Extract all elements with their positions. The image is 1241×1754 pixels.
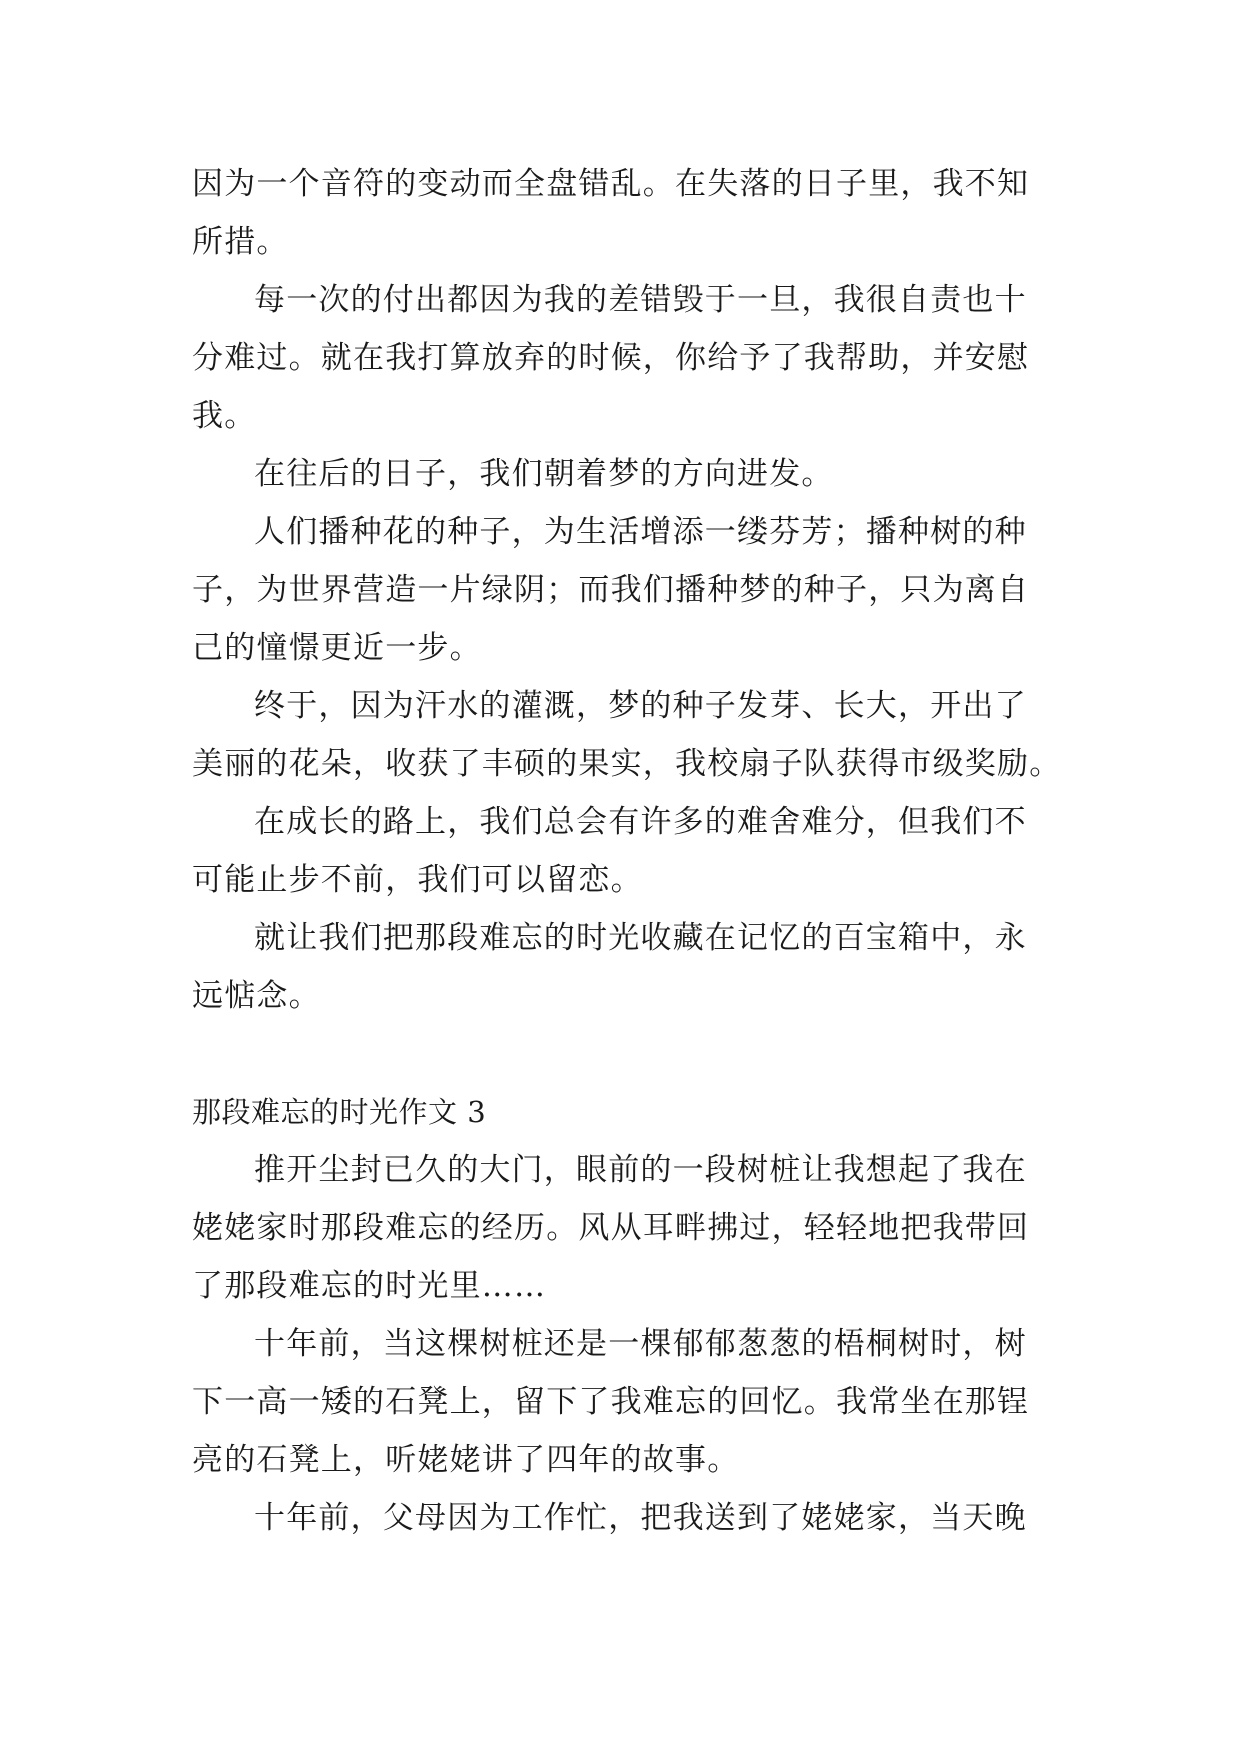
paragraph-line: 己的憧憬更近一步。 xyxy=(192,630,482,666)
paragraph-line: 终于，因为汗水的灌溉，梦的种子发芽、长大，开出了 xyxy=(254,688,1027,724)
paragraph-line: 我。 xyxy=(192,398,257,434)
paragraph-line: 下一高一矮的石凳上，留下了我难忘的回忆。我常坐在那锃 xyxy=(192,1384,1030,1420)
paragraph-line: 在成长的路上，我们总会有许多的难舍难分，但我们不 xyxy=(254,804,1027,840)
paragraph-line: 远惦念。 xyxy=(192,978,321,1014)
paragraph-line: 每一次的付出都因为我的差错毁于一旦，我很自责也十 xyxy=(254,282,1027,318)
paragraph-line: 推开尘封已久的大门，眼前的一段树桩让我想起了我在 xyxy=(254,1152,1027,1188)
paragraph-line: 所措。 xyxy=(192,224,289,260)
paragraph-line: 十年前，父母因为工作忙，把我送到了姥姥家，当天晚 xyxy=(254,1500,1027,1536)
section-title: 那段难忘的时光作文 3 xyxy=(192,1095,487,1129)
paragraph-line: 人们播种花的种子，为生活增添一缕芬芳；播种树的种 xyxy=(254,514,1027,550)
paragraph-line: 美丽的花朵，收获了丰硕的果实，我校扇子队获得市级奖励。 xyxy=(192,746,1062,782)
paragraph-line: 姥姥家时那段难忘的经历。风从耳畔拂过，轻轻地把我带回 xyxy=(192,1210,1030,1246)
paragraph-line: 十年前，当这棵树桩还是一棵郁郁葱葱的梧桐树时，树 xyxy=(254,1326,1027,1362)
paragraph-line: 分难过。就在我打算放弃的时候，你给予了我帮助，并安慰 xyxy=(192,340,1030,376)
paragraph-line: 在往后的日子，我们朝着梦的方向进发。 xyxy=(254,456,834,492)
paragraph-line: 了那段难忘的时光里…… xyxy=(192,1268,547,1304)
paragraph-line: 因为一个音符的变动而全盘错乱。在失落的日子里，我不知 xyxy=(192,166,1030,202)
paragraph-line: 就让我们把那段难忘的时光收藏在记忆的百宝箱中，永 xyxy=(254,920,1027,956)
paragraph-line: 亮的石凳上，听姥姥讲了四年的故事。 xyxy=(192,1442,740,1478)
paragraph-line: 子，为世界营造一片绿阴；而我们播种梦的种子，只为离自 xyxy=(192,572,1030,608)
paragraph-line: 可能止步不前，我们可以留恋。 xyxy=(192,862,643,898)
